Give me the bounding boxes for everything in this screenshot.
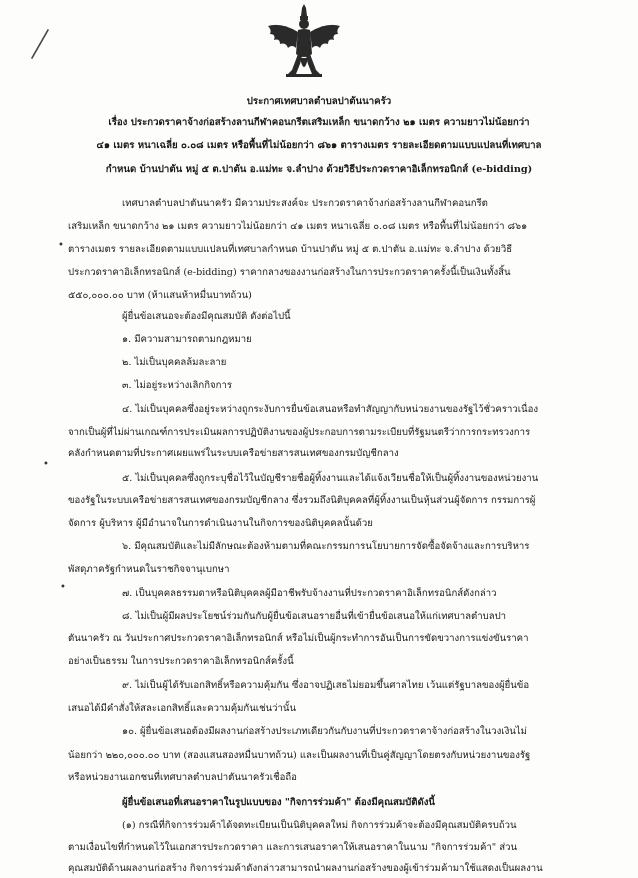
qualification-item: ๗. เป็นบุคคลธรรมดาหรือนิติบุคคลผู้มีอาชีพรับจ้างงานที่ประกวดราคาอิเล็กทรอนิกส์ดังกล่าว (122, 588, 497, 599)
body-line: จากเป็นผู้ที่ไม่ผ่านเกณฑ์การประเมินผลการปฏิบัติงานของผู้ประกอบการตามระเบียบที่รัฐมนตรีว่าการกระทรวงการ (68, 427, 531, 438)
margin-dot: • (58, 240, 64, 251)
body-line: ตามเงื่อนไขที่กำหนดไว้ในเอกสารประกวดราคา และการเสนอราคาให้เสนอราคาในนาม "กิจการร่วมค้า" ส่วน (68, 842, 518, 853)
qualification-item: ๓. ไม่อยู่ระหว่างเลิกกิจการ (122, 380, 233, 391)
body-line: เทศบาลตำบลปาตันนาครัว มีความประสงค์จะ ประกวดราคาจ้างก่อสร้างลานกีฬาคอนกรีต (122, 198, 488, 209)
body-line: เสนอได้มีคำสั่งให้สละเอกสิทธิ์และความคุ้มกันเช่นว่านั้น (68, 703, 297, 714)
pen-stroke-mark (28, 28, 50, 62)
body-line: เสริมเหล็ก ขนาดกว้าง ๒๑ เมตร ความยาวไม่น้อยกว่า ๔๑ เมตร หนาเฉลี่ย ๐.๐๘ เมตร หรือพื้นที่ไม่น้อยกว่า ๘๖๑ (68, 221, 528, 232)
body-line: ตันนาครัว ณ วันประกาศประกวดราคาอิเล็กทรอนิกส์ หรือไม่เป็นผู้กระทำการอันเป็นการขัดขวางการแข่งขันราคา (68, 633, 529, 644)
body-line: ตารางเมตร รายละเอียดตามแบบแปลนที่เทศบาลกำหนด บ้านปาตัน หมู่ ๕ ต.ปาตัน อ.แม่ทะ จ.ลำปาง ด้วยวิธี (68, 244, 513, 255)
body-line: น้อยกว่า ๒๒๐,๐๐๐.๐๐ บาท (สองแสนสองหมื่นบาทถ้วน) และเป็นผลงานที่เป็นคู่สัญญาโดยตรงกับหน่วยงานของรัฐ (68, 750, 531, 761)
qualification-item: ๔. ไม่เป็นบุคคลซึ่งอยู่ระหว่างถูกระงับการยื่นข้อเสนอหรือทำสัญญากับหน่วยงานของรัฐไว้ชั่วคราวเนื่อง (122, 404, 539, 415)
qualification-intro: ผู้ยื่นข้อเสนอจะต้องมีคุณสมบัติ ดังต่อไปนี้ (122, 311, 291, 322)
subject-line-3: กำหนด บ้านปาตัน หมู่ ๕ ต.ปาตัน อ.แม่ทะ จ.ลำปาง ด้วยวิธีประกวดราคาอิเล็กทรอนิกส์ (e-bidding) (105, 164, 533, 175)
qualification-item: ๕. ไม่เป็นบุคคลซึ่งถูกระบุชื่อไว้ในบัญชีรายชื่อผู้ทิ้งงานและได้แจ้งเวียนชื่อให้เป็นผู้ทิ้งงานของหน่วยงาน (122, 473, 539, 484)
garuda-emblem-icon (262, 4, 346, 88)
body-line: พัสดุภาครัฐกำหนดในราชกิจจานุเบกษา (68, 564, 230, 575)
joint-venture-heading: ผู้ยื่นข้อเสนอที่เสนอราคาในรูปแบบของ "กิจการร่วมค้า" ต้องมีคุณสมบัติดังนี้ (122, 797, 435, 808)
body-line: คุณสมบัติด้านผลงานก่อสร้าง กิจการร่วมค้าดังกล่าวสามารถนำผลงานก่อสร้างของผู้เข้าร่วมค้ามาใช้แสดงเป็นผลงาน (68, 863, 543, 874)
body-line: ของรัฐในระบบเครือข่ายสารสนเทศของกรมบัญชีกลาง ซึ่งรวมถึงนิติบุคคลที่ผู้ทิ้งงานเป็นหุ้นส่วนผู้จัดการ กรรมการผู้ (68, 495, 536, 506)
qualification-item: ๑. มีความสามารถตามกฎหมาย (122, 334, 252, 345)
qualification-item: ๑๐. ผู้ยื่นข้อเสนอต้องมีผลงานก่อสร้างประเภทเดียวกันกับงานที่ประกวดราคาจ้างก่อสร้างในวงเงินไม่ (122, 726, 527, 737)
body-line: ๕๕๐,๐๐๐.๐๐ บาท (ห้าแสนห้าหมื่นบาทถ้วน) (68, 290, 252, 301)
margin-dot: • (60, 582, 66, 593)
qualification-item: ๖. มีคุณสมบัติและไม่มีลักษณะต้องห้ามตามที่คณะกรรมการนโยบายการจัดซื้อจัดจ้างและการบริหาร (122, 541, 530, 552)
org-title: ประกาศเทศบาลตำบลปาตันนาครัว (246, 96, 392, 107)
subject-line-2: ๔๑ เมตร หนาเฉลี่ย ๐.๐๘ เมตร หรือพื้นที่ไม่น้อยกว่า ๘๖๑ ตารางเมตร รายละเอียดตามแบบแปลนที่เทศบาล (96, 140, 542, 151)
body-line: จัดการ ผู้บริหาร ผู้มีอำนาจในการดำเนินงานในกิจการของนิติบุคคลนั้นด้วย (68, 518, 373, 529)
body-line: หรือหน่วยงานเอกชนที่เทศบาลตำบลปาตันนาครัวเชื่อถือ (68, 772, 297, 783)
qualification-item: ๒. ไม่เป็นบุคคลล้มละลาย (122, 357, 227, 368)
subject-line-1: เรื่อง ประกวดราคาจ้างก่อสร้างลานกีฬาคอนกรีตเสริมเหล็ก ขนาดกว้าง ๒๑ เมตร ความยาวไม่น้อยกว่า (108, 117, 530, 128)
body-line: อย่างเป็นธรรม ในการประกวดราคาอิเล็กทรอนิกส์ครั้งนี้ (68, 656, 294, 667)
body-line: คลังกำหนดตามที่ประกาศเผยแพร่ในระบบเครือข่ายสารสนเทศของกรมบัญชีกลาง (68, 448, 399, 459)
margin-dot: • (43, 459, 49, 470)
qualification-item: ๙. ไม่เป็นผู้ได้รับเอกสิทธิ์หรือความคุ้มกัน ซึ่งอาจปฏิเสธไม่ยอมขึ้นศาลไทย เว้นแต่รัฐบาลของผู้ยื่นข้อ (122, 680, 530, 691)
qualification-item: ๘. ไม่เป็นผู้มีผลประโยชน์ร่วมกันกับผู้ยื่นข้อเสนอรายอื่นที่เข้ายื่นข้อเสนอให้แก่เทศบาลตำบลปา (122, 611, 507, 622)
body-line: ประกวดราคาอิเล็กทรอนิกส์ (e-bidding) ราคากลางของงานก่อสร้างในการประกวดราคาครั้งนี้เป็นเงินทั้งสิ้น (68, 267, 511, 278)
joint-venture-item: (๑) กรณีที่กิจการร่วมค้าได้จดทะเบียนเป็นนิติบุคคลใหม่ กิจการร่วมค้าจะต้องมีคุณสมบัติครบถ้วน (122, 820, 517, 831)
